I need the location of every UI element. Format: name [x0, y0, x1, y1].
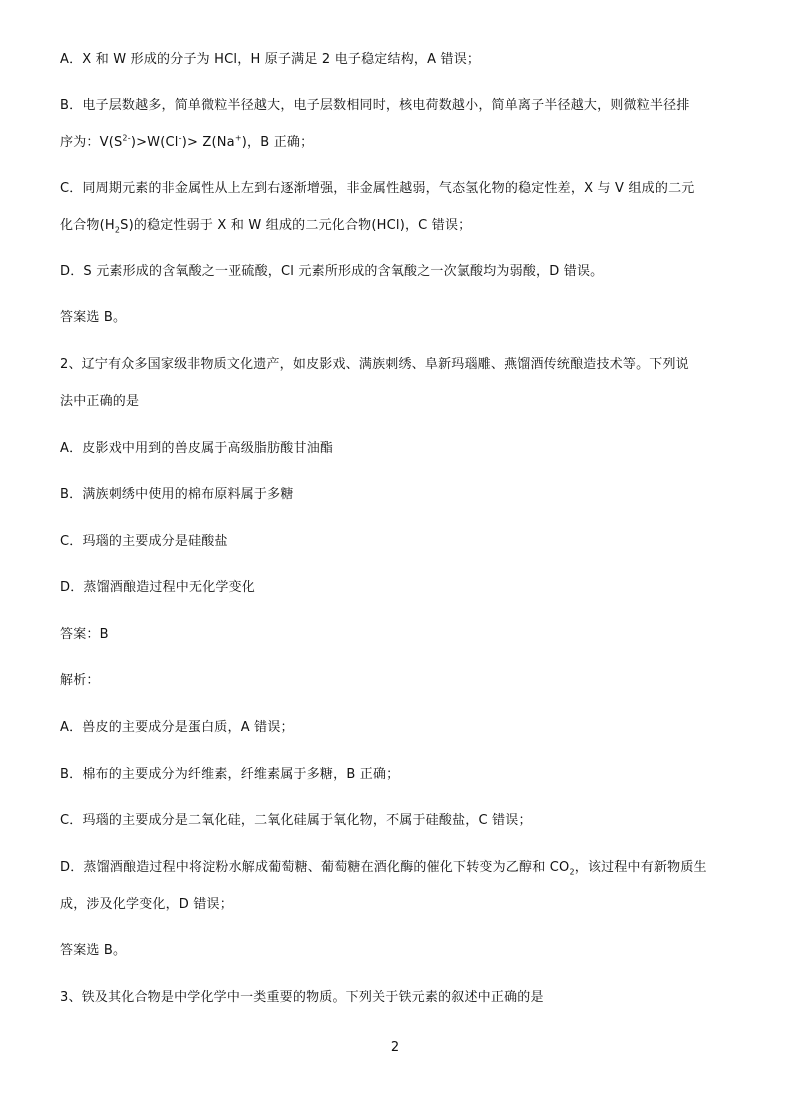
option-line: C．玛瑙的主要成分是硅酸盐 [60, 534, 228, 549]
question-line: 法中正确的是 [60, 394, 140, 409]
option-line: D．蒸馏酒酿造过程中无化学变化 [60, 580, 256, 595]
analysis-label: 解析： [60, 673, 100, 688]
text-line: 序为：$V(S^{2-})>W(Cl^-)> Z(Na^+)$，B 正确； [60, 133, 314, 150]
question-line: 2、辽宁有众多国家级非物质文化遗产，如皮影戏、满族刺绣、阜新玛瑙雕、燕馏酒传统酿造技术等。下列说 [60, 357, 689, 372]
text-line: A．兽皮的主要成分是蛋白质，A 错误； [60, 720, 294, 735]
text-line: B．电子层数越多，简单微粒半径越大，电子层数相同时，核电荷数越小，简单离子半径越大，则微粒半径排 [60, 98, 690, 113]
page-number: 2 [390, 1040, 400, 1055]
text-line: D．蒸馏酒酿造过程中将淀粉水解成葡萄糖、葡萄糖在酒化酶的催化下转变为乙醇和 $CO_2$，该过程中有新物质生 [60, 860, 707, 877]
option-line: B．满族刺绣中使用的棉布原料属于多糖 [60, 487, 294, 502]
text-line: 成，涉及化学变化，D 错误； [60, 897, 233, 912]
text-line: C．同周期元素的非金属性从上左到右逐渐增强，非金属性越弱，气态氢化物的稳定性差，X 与 V 组成的二元 [60, 181, 695, 196]
text-line: B．棉布的主要成分为纤维素，纤维素属于多糖，B 正确； [60, 767, 400, 782]
answer-line: 答案：B [60, 627, 109, 642]
answer-line: 答案选 B。 [60, 943, 127, 958]
text-line: 化合物$(H_2S)$的稳定性弱于 X 和 W 组成的二元化合物(HCl)，C 错误； [60, 218, 472, 235]
option-line: A．皮影戏中用到的兽皮属于高级脂肪酸甘油酯 [60, 441, 334, 456]
text-line: C．玛瑙的主要成分是二氧化硅，二氧化硅属于氧化物，不属于硅酸盐，C 错误； [60, 813, 532, 828]
text-line: A．X 和 W 形成的分子为 HCl，H 原子满足 2 电子稳定结构，A 错误； [60, 52, 481, 67]
text-line: D．S 元素形成的含氧酸之一亚硫酸，Cl 元素所形成的含氧酸之一次氯酸均为弱酸，D 错误。 [60, 264, 604, 279]
answer-line: 答案选 B。 [60, 310, 127, 325]
question-line: 3、铁及其化合物是中学化学中一类重要的物质。下列关于铁元素的叙述中正确的是 [60, 990, 544, 1005]
